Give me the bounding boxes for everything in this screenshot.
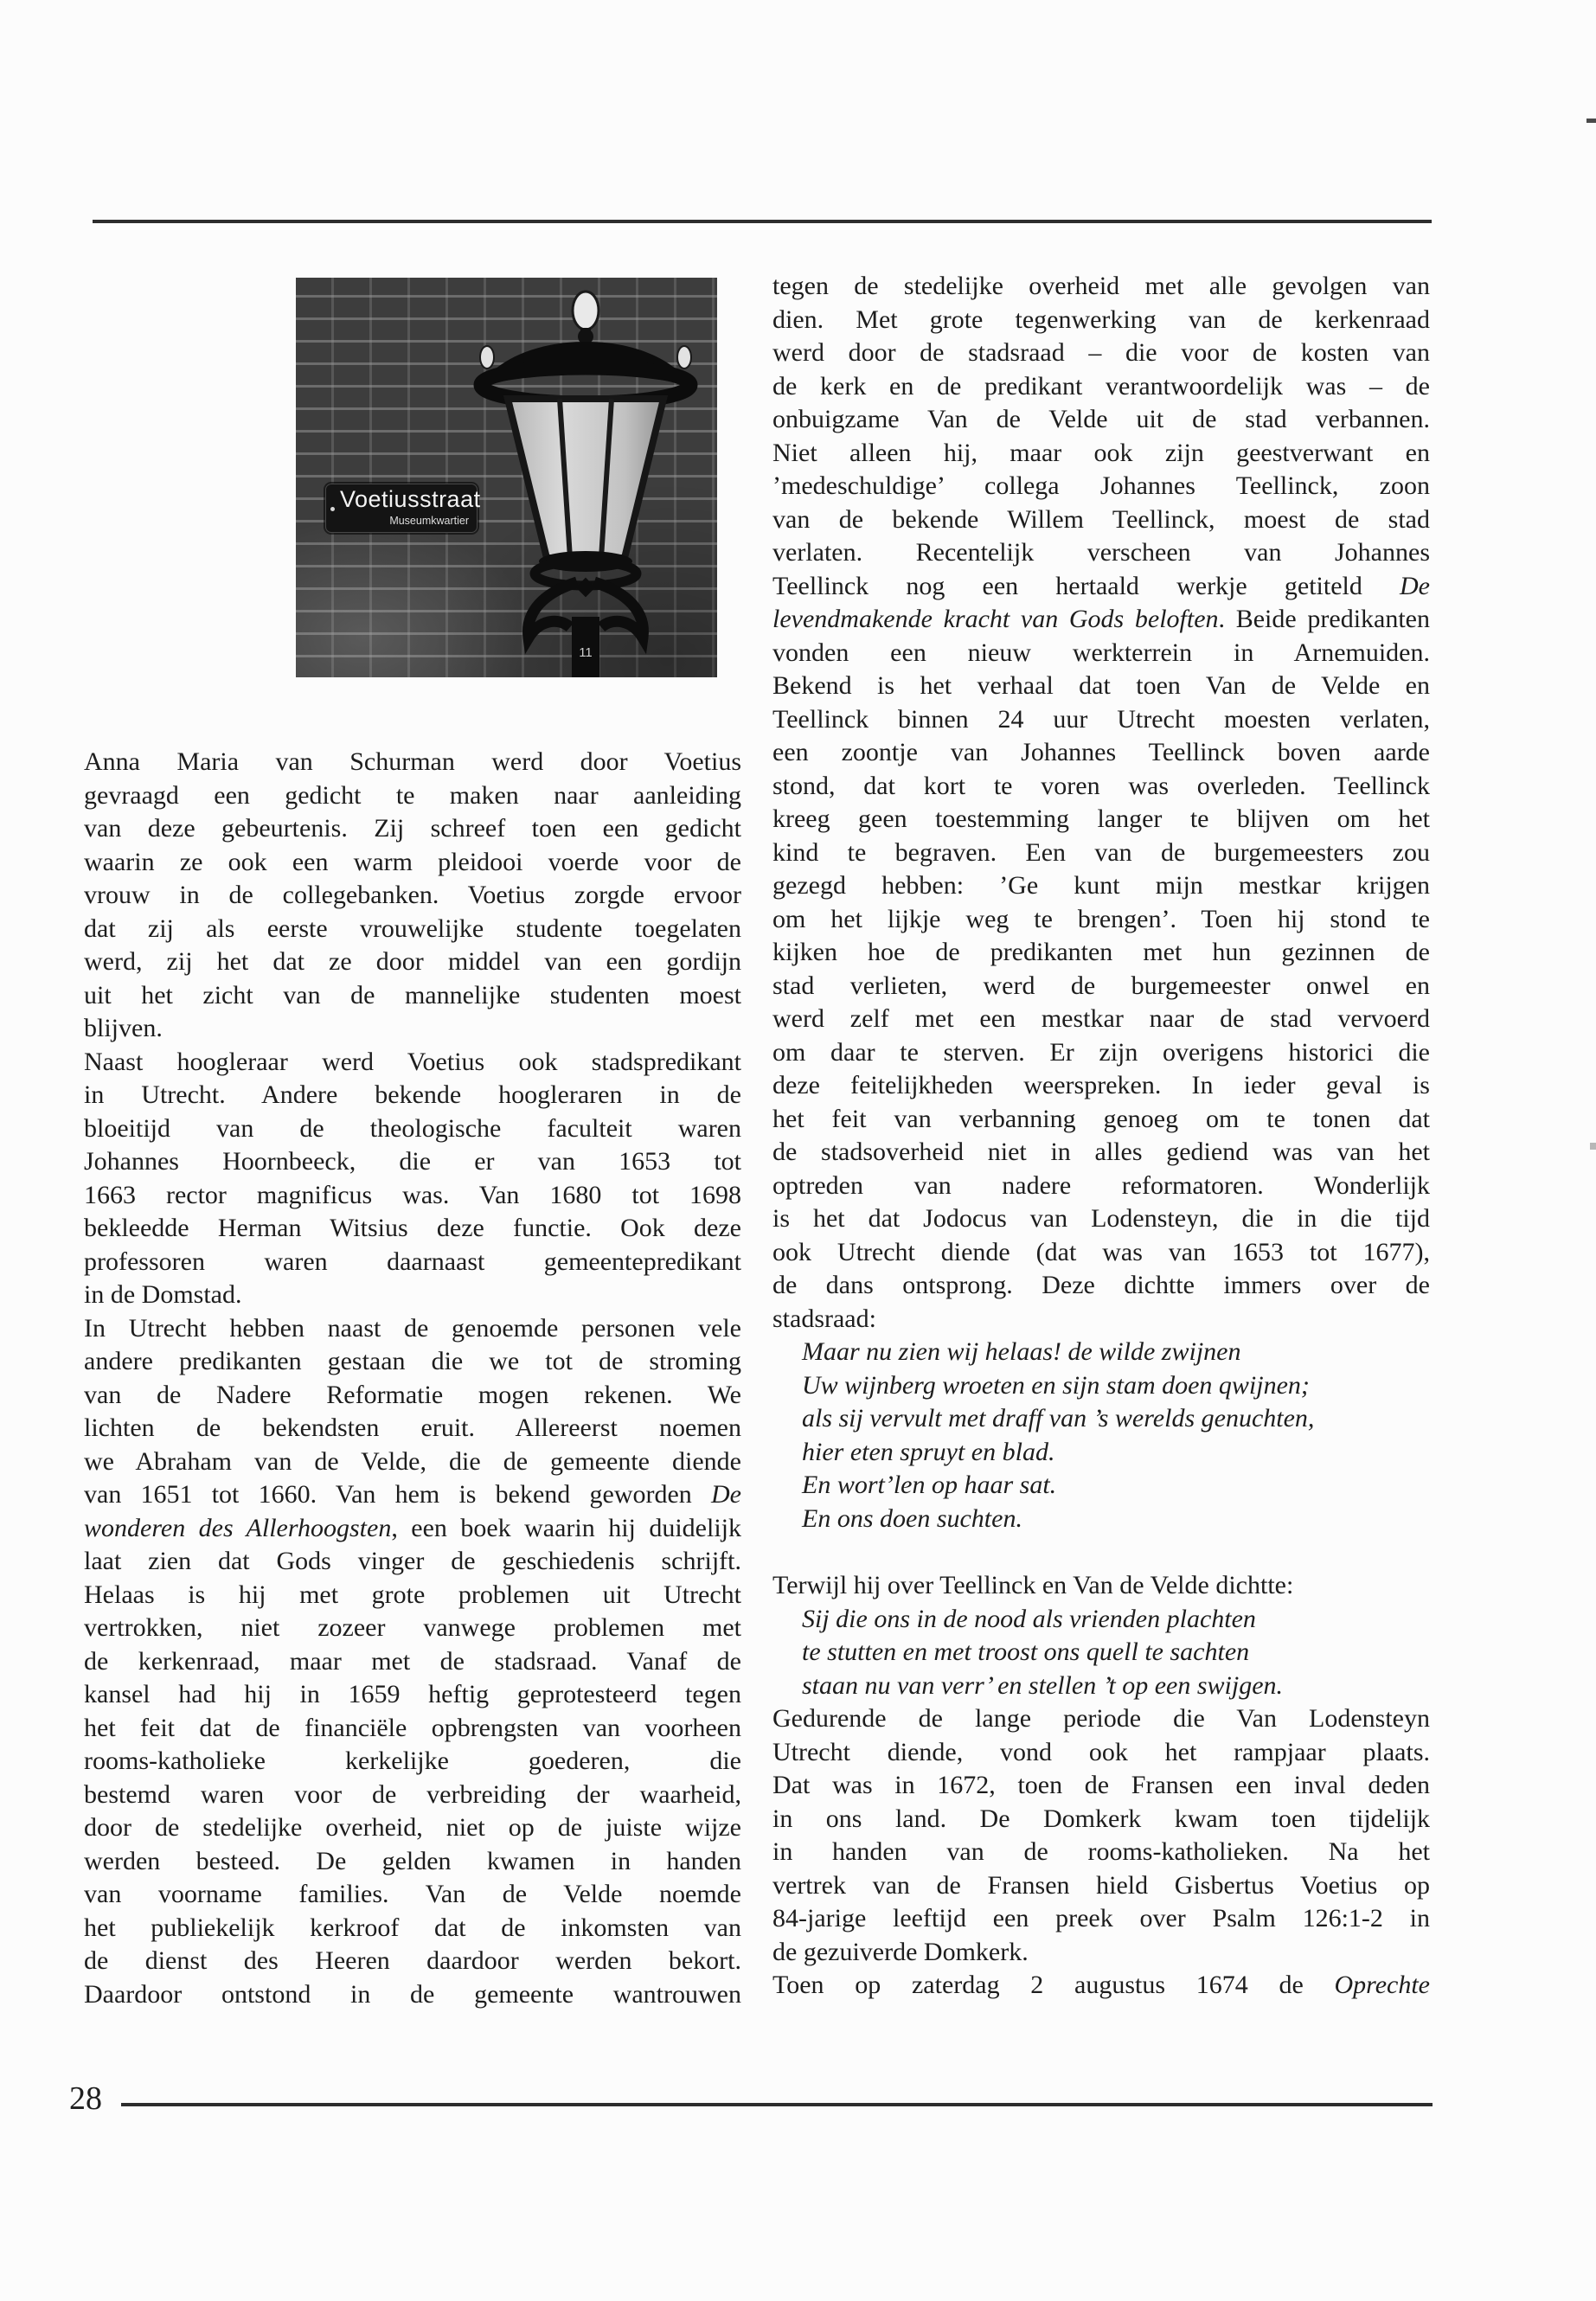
text-line: Naast hoogleraar werd Voetius ook stadspredikant xyxy=(84,1047,741,1076)
text-line: dien. Met grote tegenwerking van de kerkenraad xyxy=(772,304,1430,334)
bottom-rule xyxy=(121,2103,1433,2106)
text-line: onbuigzame Van de Velde uit de stad verbannen. xyxy=(772,405,1430,433)
left-text-column xyxy=(84,746,741,2011)
top-rule xyxy=(93,220,1432,223)
paragraph xyxy=(84,1312,741,2012)
text-line: van deze gebeurtenis. Zij schreef toen een gedicht xyxy=(84,814,741,843)
text-line: En ons doen suchten. xyxy=(802,1503,1022,1533)
text-line: Utrecht diende, vond ook het rampjaar plaats. xyxy=(772,1737,1430,1766)
text-line: Teellinck nog een hertaald werkje getiteld De xyxy=(772,571,1430,600)
lamp-glass xyxy=(508,399,663,558)
lamp-number: 11 xyxy=(579,645,593,660)
poem-block xyxy=(772,1603,1430,1703)
paragraph xyxy=(84,746,741,1046)
text-line: om het lijkje weg te brengen’. Toen hij stond te xyxy=(772,904,1430,933)
text-line: vertrokken, niet zozeer vanwege problemen met xyxy=(84,1613,741,1642)
text-line: te stutten en met troost ons quell te sachten xyxy=(802,1638,1250,1666)
text-line: het feit dat de financiële opbrengsten van voorheen xyxy=(84,1713,741,1742)
text-line: kreeg geen toestemming langer te blijven om het xyxy=(772,804,1430,833)
text-line: Maar nu zien wij helaas! de wilde zwijnen xyxy=(802,1337,1241,1366)
text-line: de kerk en de predikant verantwoordelijk was – de xyxy=(772,371,1430,401)
text-line: vrouw in de collegebanken. Voetius zorgde ervoor xyxy=(84,881,741,909)
text-line: Johannes Hoornbeeck, die er van 1653 tot xyxy=(84,1147,741,1176)
street-sign-name: Voetiusstraat xyxy=(340,486,481,512)
finial-bud xyxy=(573,292,599,330)
bracket-scroll xyxy=(529,582,577,638)
text-line: van de bekende Willem Teellinck, moest de stad xyxy=(772,504,1430,534)
text-line: Teellinck binnen 24 uur Utrecht moesten verlaten, xyxy=(772,704,1430,734)
paragraph xyxy=(772,1969,1430,2003)
text-line: in Utrecht. Andere bekende hoogleraren in de xyxy=(84,1080,741,1109)
text-line: levendmakende kracht van Gods beloften. Beide predikanten xyxy=(772,605,1430,633)
street-sign xyxy=(325,484,481,533)
text-line: En wort’len op haar sat. xyxy=(802,1471,1057,1499)
text-line: ’medeschuldige’ collega Johannes Teellinck, zoon xyxy=(772,471,1430,500)
text-line: om daar te sterven. Er zijn overigens historici die xyxy=(772,1037,1430,1067)
text-line: werd door de stadsraad – die voor de kosten van xyxy=(772,338,1430,367)
text-line: de gezuiverde Domkerk. xyxy=(772,1937,1029,1966)
text-line: in ons land. De Domkerk kwam toen tijdelijk xyxy=(772,1804,1430,1833)
text-line: Daardoor ontstond in de gemeente wantrouwen xyxy=(84,1979,741,2009)
text-line: dat zij als eerste vrouwelijke studente toegelaten xyxy=(84,913,741,943)
text-line: door de stedelijke overheid, niet op de juiste wijze xyxy=(84,1813,741,1842)
text-line: vonden een nieuw werkterrein in Arnemuiden. xyxy=(772,638,1430,667)
street-sign-district: Museumkwartier xyxy=(389,515,469,527)
bracket-scroll xyxy=(594,582,643,638)
paragraph-gap xyxy=(772,1535,1430,1569)
text-line: Toen op zaterdag 2 augustus 1674 de Oprechte xyxy=(772,1971,1430,1999)
text-line: Dat was in 1672, toen de Fransen een inval deden xyxy=(772,1771,1430,1799)
text-line: bekleedde Herman Witsius deze functie. Ook deze xyxy=(84,1214,741,1242)
right-text-column xyxy=(772,270,1430,2003)
text-line: Sij die ons in de nood als vrienden plachten xyxy=(802,1604,1256,1633)
text-line: hier eten spruyt en blad. xyxy=(802,1437,1055,1466)
text-line: is het dat Jodocus van Lodensteyn, die in die tijd xyxy=(772,1204,1430,1233)
text-line: gevraagd een gedicht te maken naar aanleiding xyxy=(84,780,741,810)
text-line: ook Utrecht diende (dat was van 1653 tot 1677), xyxy=(772,1237,1430,1266)
text-line: in de Domstad. xyxy=(84,1280,242,1309)
crown-side-bud xyxy=(480,346,494,369)
text-line: deze feitelijkheden weerspreken. In ieder geval is xyxy=(772,1071,1430,1099)
text-line: 84-jarige leeftijd een preek over Psalm 126:1-2 in xyxy=(772,1904,1430,1932)
scan-edge-mark xyxy=(1586,119,1596,123)
text-line: laat zien dat Gods vinger de geschiedenis schrijft. xyxy=(84,1547,741,1575)
text-line: Anna Maria van Schurman werd door Voetius xyxy=(84,747,741,776)
text-line: de dienst des Heeren daardoor werden bekort. xyxy=(84,1946,741,1975)
text-line: In Utrecht hebben naast de genoemde personen vele xyxy=(84,1313,741,1343)
text-line: gezegd hebben: ’Ge kunt mijn mestkar krijgen xyxy=(772,871,1430,900)
text-line: uit het zicht van de mannelijke studenten moest xyxy=(84,980,741,1009)
text-line: Niet alleen hij, maar ook zijn geestverwant en xyxy=(772,438,1430,467)
text-line: werden besteed. De gelden kwamen in handen xyxy=(84,1846,741,1875)
text-line: stond, dat kort te voren was overleden. Teellinck xyxy=(772,771,1430,800)
paragraph xyxy=(772,1702,1430,1969)
text-line: andere predikanten gestaan die we tot de stroming xyxy=(84,1347,741,1375)
text-line: als sij vervult met draff van ’s werelds genuchten, xyxy=(802,1404,1315,1433)
text-line: stad verlieten, werd de burgemeester onwel en xyxy=(772,971,1430,1000)
text-line: bloeitijd van de theologische faculteit waren xyxy=(84,1113,741,1143)
text-line: blijven. xyxy=(84,1014,163,1042)
scan-edge-speck xyxy=(1590,1143,1596,1150)
text-line: werd, zij het dat ze door middel van een gordijn xyxy=(84,947,741,976)
text-line: rooms-katholieke kerkelijke goederen, die xyxy=(84,1747,741,1775)
text-line: in handen van de rooms-katholieken. Na het xyxy=(772,1837,1430,1866)
paragraph xyxy=(772,270,1430,1336)
text-line: lichten de bekendsten eruit. Allereerst noemen xyxy=(84,1413,741,1442)
text-line: kind te begraven. Een van de burgemeesters zou xyxy=(772,837,1430,867)
text-line: 1663 rector magnificus was. Van 1680 tot 1698 xyxy=(84,1180,741,1209)
text-line: een zoontje van Johannes Teellinck boven aarde xyxy=(772,738,1430,766)
text-line: waarin ze ook een warm pleidooi voerde voor de xyxy=(84,847,741,876)
page-number: 28 xyxy=(69,2080,102,2117)
paragraph xyxy=(772,1569,1430,1603)
text-line: het feit van verbanning genoeg om te tonen dat xyxy=(772,1104,1430,1133)
text-line: de kerkenraad, maar met de stadsraad. Vanaf de xyxy=(84,1646,741,1676)
poem-block xyxy=(772,1336,1430,1535)
text-line: Gedurende de lange periode die Van Lodensteyn xyxy=(772,1704,1430,1733)
text-line: wonderen des Allerhoogsten, een boek waarin hij duidelijk xyxy=(84,1513,741,1542)
street-lamp-photo xyxy=(296,278,717,677)
text-line: kijken hoe de predikanten met hun gezinnen de xyxy=(772,938,1430,966)
text-line: werd zelf met een mestkar naar de stad vervoerd xyxy=(772,1004,1430,1033)
text-line: bestemd waren voor de verbreiding der waarheid, xyxy=(84,1779,741,1809)
text-line: we Abraham van de Velde, die de gemeente diende xyxy=(84,1446,741,1476)
text-line: verlaten. Recentelijk verscheen van Johannes xyxy=(772,538,1430,567)
text-line: de stadsoverheid niet in alles gediend was van het xyxy=(772,1138,1430,1166)
text-line: van voorname families. Van de Velde noemde xyxy=(84,1880,741,1908)
text-line: tegen de stedelijke overheid met alle gevolgen van xyxy=(772,272,1430,300)
text-line: Uw wijnberg wroeten en sijn stam doen qwijnen; xyxy=(802,1370,1310,1400)
text-line: staan nu van verr’ en stellen ’t op een swijgen. xyxy=(802,1670,1284,1700)
text-line: professoren waren daarnaast gemeentepredikant xyxy=(84,1247,741,1276)
street-lamp-illustration xyxy=(473,283,698,677)
text-line: Bekend is het verhaal dat toen Van de Velde en xyxy=(772,671,1430,700)
text-line: kansel had hij in 1659 heftig geprotesteerd tegen xyxy=(84,1680,741,1708)
text-line: vertrek van de Fransen hield Gisbertus Voetius op xyxy=(772,1870,1430,1900)
text-line: Terwijl hij over Teellinck en Van de Velde dichtte: xyxy=(772,1571,1294,1599)
crown-side-bud xyxy=(677,346,691,369)
text-line: stadsraad: xyxy=(772,1304,876,1333)
paragraph xyxy=(84,1046,741,1312)
text-line: van 1651 tot 1660. Van hem is bekend geworden De xyxy=(84,1480,741,1509)
text-line: het publiekelijk kerkroof dat de inkomsten van xyxy=(84,1913,741,1942)
text-line: van de Nadere Reformatie mogen rekenen. We xyxy=(84,1380,741,1409)
text-line: optreden van nadere reformatoren. Wonderlijk xyxy=(772,1170,1430,1200)
text-line: de dans ontsprong. Deze dichtte immers over de xyxy=(772,1271,1430,1299)
text-line: Helaas is hij met grote problemen uit Utrecht xyxy=(84,1580,741,1609)
